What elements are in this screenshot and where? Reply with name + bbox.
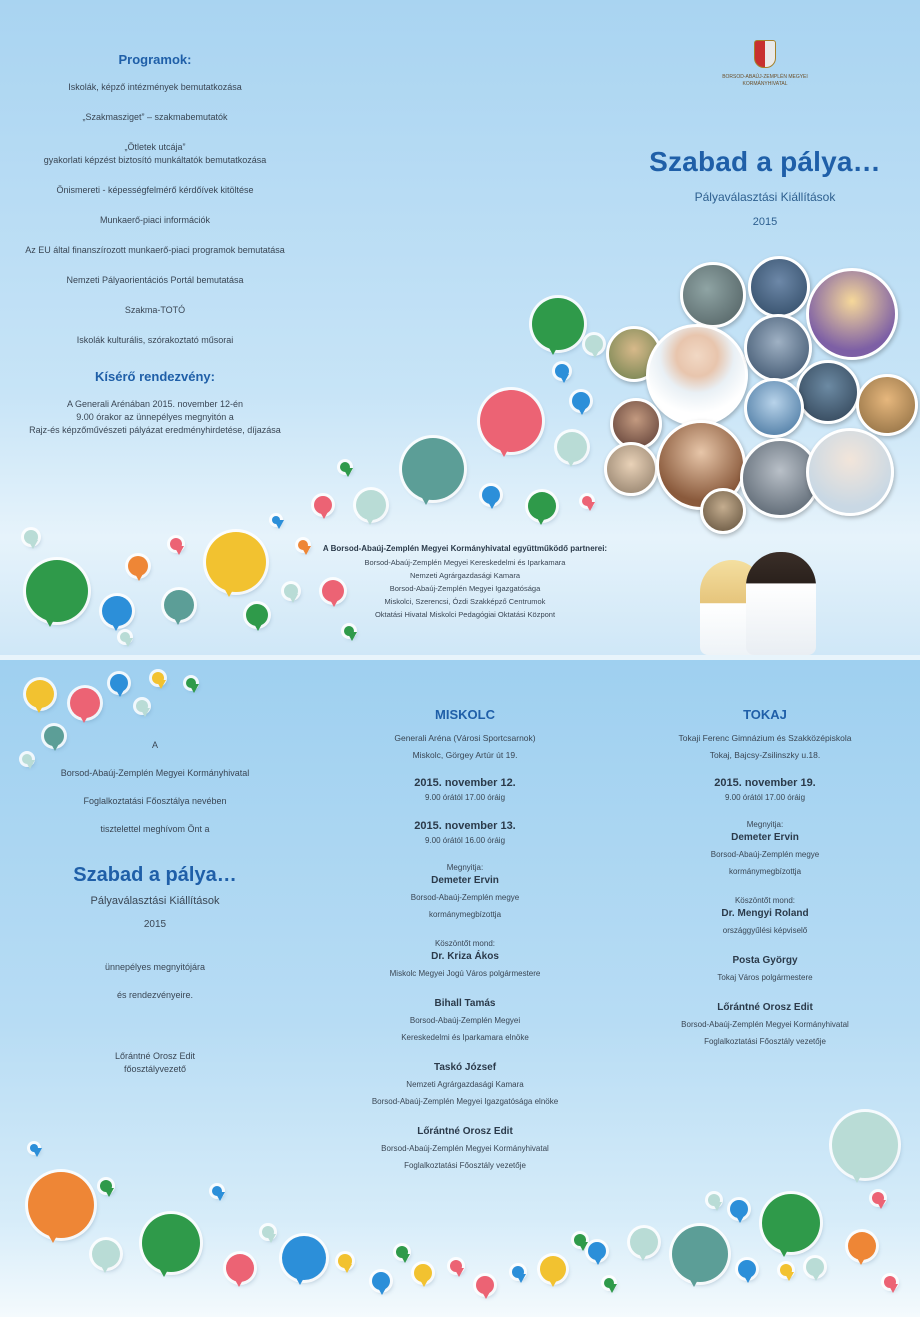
speech-bubble-icon bbox=[806, 1258, 824, 1276]
speech-bubble-icon bbox=[588, 1242, 606, 1260]
speech-bubble-icon bbox=[142, 1214, 200, 1272]
speech-bubble-icon bbox=[738, 1260, 756, 1278]
speech-bubble-icon bbox=[780, 1264, 792, 1276]
program-item: Az EU által finanszírozott munkaerő-piaci programok bemutatása bbox=[25, 245, 285, 255]
position-line: Foglalkoztatási Főosztály vezetője bbox=[404, 1161, 526, 1170]
tokaj-event bbox=[640, 707, 890, 1066]
greeter-name: Dr. Kriza Ákos bbox=[431, 951, 499, 962]
speech-bubble-icon bbox=[70, 688, 100, 718]
speaker-position: Tokaj Város polgármestere bbox=[717, 973, 813, 982]
venue-name: Tokaji Ferenc Gimnázium és Szakközépiskola bbox=[678, 733, 852, 743]
speech-bubble-icon bbox=[314, 496, 332, 514]
event-date: 2015. november 12. bbox=[414, 777, 516, 789]
photo-bubble bbox=[796, 360, 860, 424]
speech-bubble-icon bbox=[356, 490, 386, 520]
speaker-position bbox=[340, 1140, 590, 1174]
speech-bubble-icon bbox=[102, 596, 132, 626]
speech-bubble-icon bbox=[730, 1200, 748, 1218]
partner-item: Borsod-Abaúj-Zemplén Megyei Kereskedelmi és Iparkamara bbox=[364, 558, 566, 567]
coat-of-arms-icon bbox=[754, 40, 776, 68]
signatory-name: Lőrántné Orosz Edit bbox=[114, 1051, 196, 1061]
invite-line: Borsod-Abaúj-Zemplén Megyei Kormányhivatal bbox=[60, 768, 250, 778]
speech-bubble-icon bbox=[28, 1172, 94, 1238]
event-time: 9.00 órától 16.00 óráig bbox=[424, 836, 506, 845]
speaker-position bbox=[340, 1076, 590, 1110]
speech-bubble-icon bbox=[284, 584, 298, 598]
cover-year: 2015 bbox=[752, 216, 778, 228]
speech-bubble-icon bbox=[206, 532, 266, 592]
agency-logo-line: KORMÁNYHIVATAL bbox=[742, 81, 788, 87]
speech-bubble-icon bbox=[672, 1226, 728, 1282]
program-item: Munkaerő-piaci információk bbox=[99, 215, 211, 225]
invite-subtitle: Pályaválasztási Kiállítások bbox=[90, 895, 220, 907]
opener-name: Demeter Ervin bbox=[431, 875, 499, 886]
event-time: 9.00 órától 17.00 óráig bbox=[424, 793, 506, 802]
opener-position bbox=[340, 889, 590, 923]
doctor-photo-bubble bbox=[646, 324, 748, 426]
invite-line: tisztelettel meghívom Önt a bbox=[100, 824, 210, 834]
greeter-position: Miskolc Megyei Jogú Város polgármestere bbox=[389, 969, 541, 978]
position-line: Borsod-Abaúj-Zemplén Megyei bbox=[409, 1016, 521, 1025]
speech-bubble-icon bbox=[482, 486, 500, 504]
partner-item: Borsod-Abaúj-Zemplén Megyei Igazgatósága bbox=[389, 584, 541, 593]
speaker-name: Lőrántné Orosz Edit bbox=[417, 1126, 513, 1137]
speech-bubble-icon bbox=[110, 674, 128, 692]
position-line: Nemzeti Agrárgazdasági Kamara bbox=[406, 1080, 524, 1089]
programs-column bbox=[20, 52, 290, 437]
speaker-name: Lőrántné Orosz Edit bbox=[717, 1002, 813, 1013]
agency-logo-text bbox=[620, 74, 910, 88]
speech-bubble-icon bbox=[128, 556, 148, 576]
city-name: MISKOLC bbox=[435, 707, 495, 722]
speech-bubble-icon bbox=[872, 1192, 884, 1204]
speech-bubble-icon bbox=[414, 1264, 432, 1282]
speech-bubble-icon bbox=[272, 516, 280, 524]
outer-panel bbox=[0, 0, 920, 655]
position-line: Borsod-Abaúj-Zemplén megye bbox=[410, 893, 520, 902]
speech-bubble-icon bbox=[557, 432, 587, 462]
position-line: kormánymegbízottja bbox=[428, 910, 502, 919]
cover-title: Szabad a pálya… bbox=[649, 146, 881, 177]
miskolc-event bbox=[340, 707, 590, 1190]
position-line: Borsod-Abaúj-Zemplén Megyei Kormányhivatal bbox=[681, 1020, 849, 1029]
speech-bubble-icon bbox=[848, 1232, 876, 1260]
speech-bubble-icon bbox=[480, 390, 542, 452]
speech-bubble-icon bbox=[24, 530, 38, 544]
program-item: Szakma-TOTÓ bbox=[124, 305, 186, 315]
venue-address: Miskolc, Görgey Artúr út 19. bbox=[412, 750, 518, 760]
side-event-line: 9.00 órakor az ünnepélyes megnyitón a bbox=[76, 412, 234, 422]
speech-bubble-icon bbox=[186, 678, 196, 688]
speech-bubble-icon bbox=[884, 1276, 896, 1288]
agency-logo-line: BORSOD-ABAÚJ-ZEMPLÉN MEGYEI bbox=[722, 74, 808, 80]
speech-bubble-icon bbox=[540, 1256, 566, 1282]
partners-heading: A Borsod-Abaúj-Zemplén Megyei Kormányhivatal együttműködő partnerei: bbox=[322, 544, 608, 553]
venue-name: Generali Aréna (Városi Sportcsarnok) bbox=[394, 733, 536, 743]
speech-bubble-icon bbox=[450, 1260, 462, 1272]
speech-bubble-icon bbox=[512, 1266, 524, 1278]
speech-bubble-icon bbox=[574, 1234, 586, 1246]
speech-bubble-icon bbox=[762, 1194, 820, 1252]
speaker-name: Bihall Tamás bbox=[434, 998, 496, 1009]
side-event-line: Rajz-és képzőművészeti pályázat eredményhirdetése, díjazása bbox=[29, 425, 281, 435]
speaker-position bbox=[340, 1012, 590, 1046]
partner-item: Miskolci, Szerencsi, Ózdi Szakképző Centrumok bbox=[384, 597, 546, 606]
speech-bubble-icon bbox=[555, 364, 569, 378]
invite-title: Szabad a pálya… bbox=[73, 864, 237, 886]
speech-bubble-icon bbox=[338, 1254, 352, 1268]
partners-block bbox=[300, 544, 630, 621]
program-item: Iskolák kulturális, szórakoztató műsorai bbox=[76, 335, 234, 345]
speech-bubble-icon bbox=[604, 1278, 614, 1288]
photo-bubble bbox=[806, 268, 898, 360]
opener-role: Megnyitja: bbox=[446, 863, 484, 872]
speech-bubble-icon bbox=[164, 590, 194, 620]
photo-bubble bbox=[806, 428, 894, 516]
event-date: 2015. november 19. bbox=[714, 777, 816, 789]
speech-bubble-icon bbox=[402, 438, 464, 500]
invite-line: ünnepélyes megnyitójára bbox=[104, 962, 206, 972]
greeter-role: Köszöntőt mond: bbox=[734, 896, 796, 905]
cover-subtitle: Pályaválasztási Kiállítások bbox=[694, 190, 836, 204]
side-event-line: A Generali Arénában 2015. november 12-én bbox=[66, 399, 244, 409]
invitation-block bbox=[20, 740, 290, 1076]
speech-bubble-icon bbox=[26, 680, 54, 708]
venue-info bbox=[340, 730, 590, 764]
invite-line: és rendezvényeire. bbox=[116, 990, 194, 1000]
program-item: „Ötletek utcája” bbox=[124, 142, 186, 152]
speech-bubble-icon bbox=[528, 492, 556, 520]
venue-address: Tokaj, Bajcsy-Zsilinszky u.18. bbox=[709, 750, 821, 760]
programs-heading: Programok: bbox=[118, 52, 192, 67]
speech-bubble-icon bbox=[832, 1112, 898, 1178]
partner-item: Nemzeti Agrárgazdasági Kamara bbox=[409, 571, 521, 580]
speech-bubble-icon bbox=[282, 1236, 326, 1280]
city-name: TOKAJ bbox=[743, 707, 787, 722]
photo-bubble bbox=[744, 378, 804, 438]
speech-bubble-icon bbox=[340, 462, 350, 472]
speech-bubble-icon bbox=[532, 298, 584, 350]
opener-role: Megnyitja: bbox=[746, 820, 784, 829]
signatory-title: főosztályvezető bbox=[123, 1064, 187, 1074]
opener-name: Demeter Ervin bbox=[731, 832, 799, 843]
speech-bubble-icon bbox=[120, 632, 130, 642]
speaker-position bbox=[640, 1016, 890, 1050]
cover-block bbox=[620, 40, 910, 228]
side-event-heading: Kísérő rendezvény: bbox=[95, 369, 215, 384]
speech-bubble-icon bbox=[630, 1228, 658, 1256]
invite-year: 2015 bbox=[143, 919, 167, 930]
speech-bubble-icon bbox=[246, 604, 268, 626]
photo-bubble bbox=[748, 256, 810, 318]
program-item: „Szakmasziget” – szakmabemutatók bbox=[82, 112, 228, 122]
program-item: Iskolák, képző intézmények bemutatkozása bbox=[68, 82, 242, 92]
program-item: Nemzeti Pályaorientációs Portál bemutatása bbox=[66, 275, 244, 285]
photo-bubble bbox=[604, 442, 658, 496]
program-item: Önismereti - képességfelmérő kérdőívek kitöltése bbox=[56, 185, 254, 195]
opener-position bbox=[640, 846, 890, 880]
speech-bubble-icon bbox=[572, 392, 590, 410]
speech-bubble-icon bbox=[152, 672, 164, 684]
position-line: Kereskedelmi és Iparkamara elnöke bbox=[401, 1033, 529, 1042]
position-line: Foglalkoztatási Főosztály vezetője bbox=[704, 1037, 826, 1046]
man-silhouette bbox=[746, 552, 816, 655]
event-time: 9.00 órától 17.00 óráig bbox=[724, 793, 806, 802]
speech-bubble-icon bbox=[585, 335, 603, 353]
greeter-role: Köszöntőt mond: bbox=[434, 939, 496, 948]
position-line: Borsod-Abaúj-Zemplén Megyei Igazgatósága elnöke bbox=[371, 1097, 559, 1106]
speech-bubble-icon bbox=[170, 538, 182, 550]
speech-bubble-icon bbox=[582, 496, 592, 506]
invite-line: Foglalkoztatási Főosztálya nevében bbox=[83, 796, 227, 806]
speech-bubble-icon bbox=[136, 700, 148, 712]
position-line: Borsod-Abaúj-Zemplén Megyei Kormányhivatal bbox=[381, 1144, 549, 1153]
speech-bubble-icon bbox=[30, 1144, 38, 1152]
speech-bubble-icon bbox=[212, 1186, 222, 1196]
speech-bubble-icon bbox=[26, 560, 88, 622]
photo-bubble bbox=[700, 488, 746, 534]
speech-bubble-icon bbox=[100, 1180, 112, 1192]
invite-line: A bbox=[151, 740, 158, 750]
photo-bubble bbox=[856, 374, 918, 436]
partner-item: Oktatási Hivatal Miskolci Pedagógiai Oktatási Központ bbox=[374, 610, 556, 619]
speaker-name: Posta György bbox=[732, 955, 798, 966]
position-line: kormánymegbízottja bbox=[728, 867, 802, 876]
speech-bubble-icon bbox=[344, 626, 354, 636]
greeter-position: országgyűlési képviselő bbox=[722, 926, 808, 935]
greeter-name: Dr. Mengyi Roland bbox=[721, 908, 809, 919]
speech-bubble-icon bbox=[476, 1276, 494, 1294]
speech-bubble-icon bbox=[226, 1254, 254, 1282]
venue-info bbox=[640, 730, 890, 764]
event-date: 2015. november 13. bbox=[414, 820, 516, 832]
program-item: gyakorlati képzést biztosító munkáltatók bemutatkozása bbox=[43, 155, 267, 165]
speech-bubble-icon bbox=[708, 1194, 720, 1206]
position-line: Borsod-Abaúj-Zemplén megye bbox=[710, 850, 820, 859]
photo-bubble bbox=[680, 262, 746, 328]
speech-bubble-icon bbox=[372, 1272, 390, 1290]
speaker-name: Taskó József bbox=[433, 1062, 497, 1073]
speech-bubble-icon bbox=[396, 1246, 408, 1258]
speech-bubble-icon bbox=[262, 1226, 274, 1238]
speech-bubble-icon bbox=[92, 1240, 120, 1268]
